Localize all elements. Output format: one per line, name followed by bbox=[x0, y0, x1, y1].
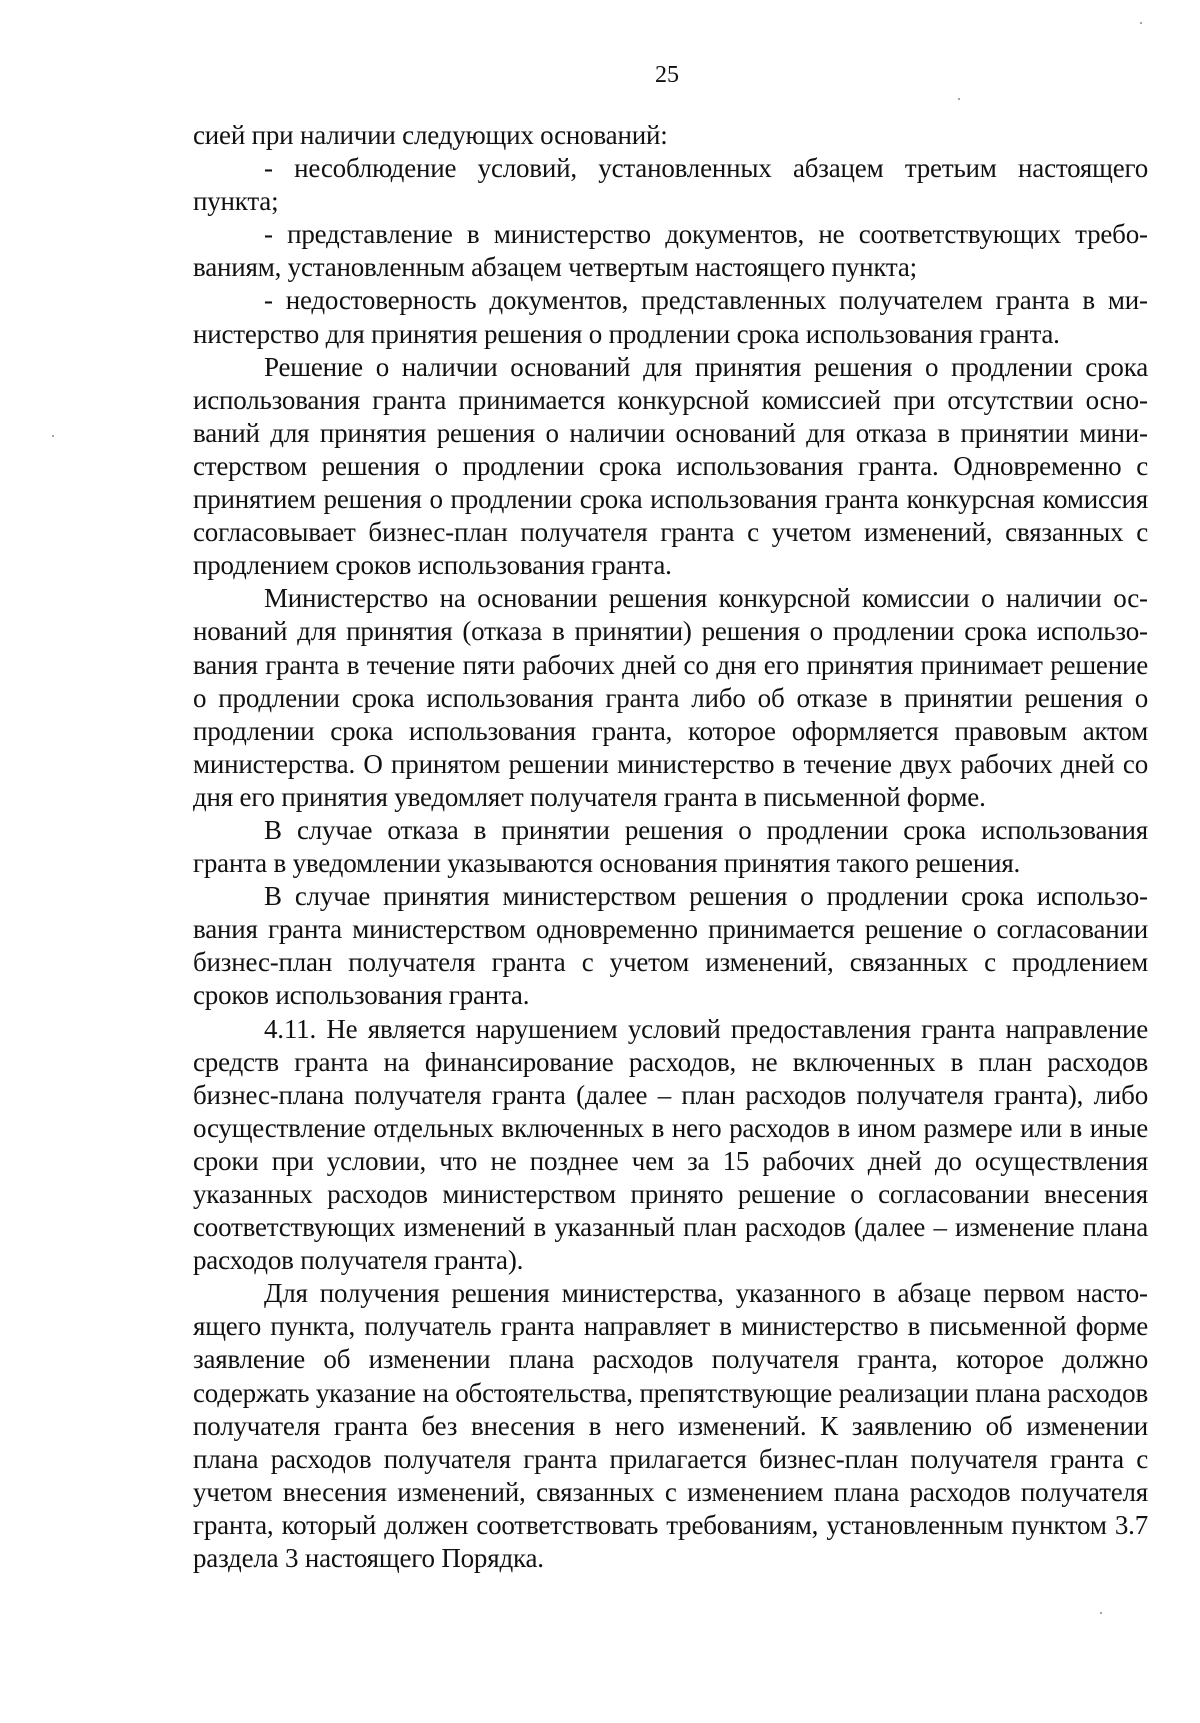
scan-speck bbox=[1100, 1612, 1102, 1614]
document-body bbox=[193, 119, 1148, 1575]
page-number: 25 bbox=[655, 62, 679, 88]
list-item-noncompliance: - несоблюдение условий, установленных абзацем третьим настоящего пункта; bbox=[193, 153, 1148, 217]
list-item-nonconforming-documents: - представление в министерство документов, не соответствующих требованиям, установленным абзацем четвертым настоящего пункта; bbox=[193, 219, 1148, 283]
paragraph-extension-approval: В случае принятия министерством решения о продлении срока использования гранта министерством одновременно принимается решение о согласовании бизнес-план получателя гранта с учетом изменений, связанных с продлением сроков использования гранта. bbox=[193, 881, 1148, 1011]
scan-speck bbox=[958, 98, 960, 100]
paragraph-refusal-notice: В случае отказа в принятии решения о продлении срока использования гранта в уведомлении указываются основания принятия такого решения. bbox=[193, 814, 1148, 879]
list-item-unreliable-documents: - недостоверность документов, представленных получателем гранта в министерство для принятия решения о продлении срока использования гранта. bbox=[193, 285, 1148, 349]
paragraph-ministry-decision: Министерство на основании решения конкурсной комиссии о наличии оснований для принятия (отказа в принятии) решения о продлении срока использования гранта в течение пяти рабочих дней со дня его принятия принимает решение о продлении срока использования гранта либо об отказе в принятии решения о продлении срока использования гранта, которое оформляется правовым актом министерства. О принятом решении министерство в течение двух рабочих дней со дня его принятия уведомляет получателя гранта в письменной форме. bbox=[193, 583, 1148, 812]
scan-speck bbox=[52, 435, 54, 437]
paragraph-clause-4-11: 4.11. Не является нарушением условий предоставления гранта направление средств гранта на финансирование расходов, не включенных в план расходов бизнес-плана получателя гранта (далее – план расходов получателя гранта), либо осуществление отдельных включенных в него расходов в ином размере или в иные сроки при условии, что не позднее чем за 15 рабочих дней до осуществления указанных расходов министерством принято решение о согласовании внесения соответствующих изменений в указанный план расходов (далее – изменение плана расходов получателя гранта). bbox=[193, 1013, 1148, 1276]
paragraph-application-procedure: Для получения решения министерства, указанного в абзаце первом настоящего пункта, получатель гранта направляет в министерство в письменной форме заявление об изменении плана расходов получателя гранта, которое должно содержать указание на обстоятельства, препятствующие реализации плана расходов получателя гранта без внесения в него изменений. К заявлению об изменении плана расходов получателя гранта прилагается бизнес-план получателя гранта с учетом внесения изменений, связанных с изменением плана расходов получателя гранта, который должен соответствовать требованиям, установленным пунктом 3.7 раздела 3 настоящего Порядка. bbox=[193, 1278, 1148, 1574]
paragraph-commission-decision: Решение о наличии оснований для принятия решения о продлении срока использования гранта принимается конкурсной комиссией при отсутствии оснований для принятия решения о наличии оснований для отказа в принятии министерством решения о продлении срока использования гранта. Одновременно с принятием решения о продлении срока использования гранта конкурсная комиссия согласовывает бизнес-план получателя гранта с учетом изменений, связанных с продлением сроков использования гранта. bbox=[193, 351, 1148, 581]
scan-speck bbox=[1140, 22, 1142, 24]
paragraph-continuation: сией при наличии следующих оснований: bbox=[193, 120, 668, 150]
